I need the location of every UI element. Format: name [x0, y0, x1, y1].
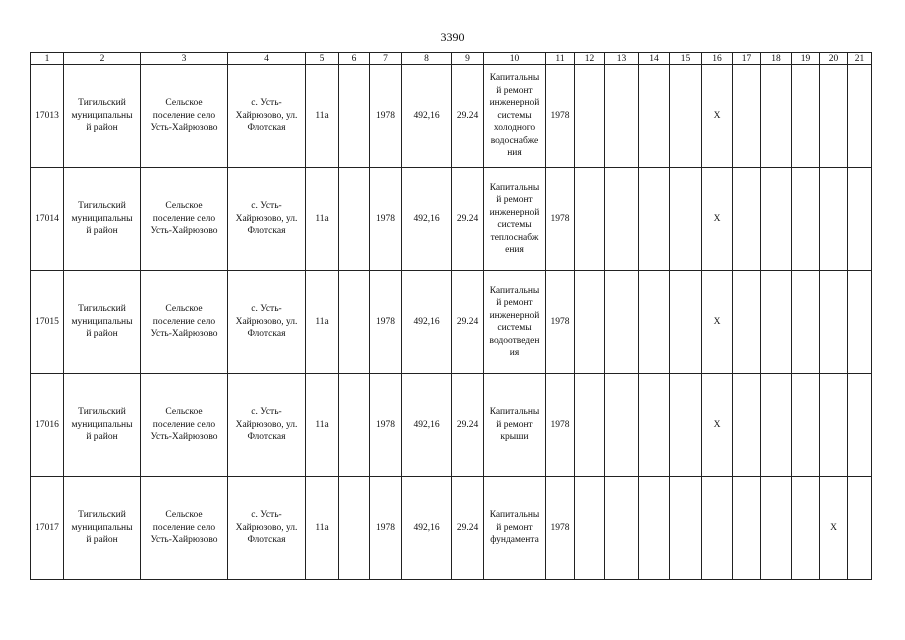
cell-work-type: Капитальны й ремонт крыши — [484, 374, 546, 477]
cell-col-12 — [575, 374, 605, 477]
column-number: 12 — [575, 53, 605, 65]
table-row — [31, 65, 872, 168]
cell-settlement: Сельское поселение село Усть-Хайрюзово — [141, 374, 228, 477]
column-number: 8 — [402, 53, 452, 65]
cell-col-13 — [605, 271, 639, 374]
column-number: 3 — [141, 53, 228, 65]
cell-address: с. Усть- Хайрюзово, ул. Флотская — [228, 168, 306, 271]
cell-col-12 — [575, 477, 605, 580]
cell-house-number: 11а — [306, 271, 339, 374]
cell-col-15 — [670, 65, 702, 168]
table-row — [31, 477, 872, 580]
cell-build-year: 1978 — [370, 168, 402, 271]
cell-col-21 — [848, 374, 872, 477]
cell-build-year: 1978 — [370, 271, 402, 374]
cell-mark-16: X — [702, 374, 733, 477]
column-number: 5 — [306, 53, 339, 65]
column-number: 17 — [733, 53, 761, 65]
cell-col-19 — [792, 168, 820, 271]
column-number: 14 — [639, 53, 670, 65]
cell-col-6 — [339, 477, 370, 580]
column-number: 10 — [484, 53, 546, 65]
cell-record-number: 17014 — [31, 168, 64, 271]
cell-col-19 — [792, 271, 820, 374]
cell-col-12 — [575, 65, 605, 168]
column-number: 19 — [792, 53, 820, 65]
column-number: 13 — [605, 53, 639, 65]
cell-mark-20 — [820, 168, 848, 271]
cell-work-type: Капитальны й ремонт инженерной системы теплоснабж ения — [484, 168, 546, 271]
cell-col-18 — [761, 271, 792, 374]
page-number: 3390 — [440, 30, 465, 44]
cell-build-year: 1978 — [370, 477, 402, 580]
cell-col-6 — [339, 374, 370, 477]
cell-mark-16: X — [702, 271, 733, 374]
column-number: 1 — [31, 53, 64, 65]
cell-col-9: 29.24 — [452, 477, 484, 580]
column-number: 15 — [670, 53, 702, 65]
cell-col-17 — [733, 271, 761, 374]
cell-col-12 — [575, 271, 605, 374]
register-table — [30, 52, 872, 580]
cell-col-18 — [761, 65, 792, 168]
cell-mark-20: X — [820, 477, 848, 580]
cell-municipal-district: Тигильский муниципальны й район — [64, 65, 141, 168]
cell-mark-20 — [820, 271, 848, 374]
table-row — [31, 374, 872, 477]
cell-municipal-district: Тигильский муниципальны й район — [64, 271, 141, 374]
cell-mark-16: X — [702, 168, 733, 271]
column-number: 18 — [761, 53, 792, 65]
cell-settlement: Сельское поселение село Усть-Хайрюзово — [141, 477, 228, 580]
cell-col-21 — [848, 168, 872, 271]
cell-settlement: Сельское поселение село Усть-Хайрюзово — [141, 168, 228, 271]
cell-col-13 — [605, 374, 639, 477]
cell-col-18 — [761, 168, 792, 271]
cell-col-21 — [848, 477, 872, 580]
column-number-row — [31, 53, 872, 65]
table-row — [31, 271, 872, 374]
cell-col-18 — [761, 477, 792, 580]
column-number: 11 — [546, 53, 575, 65]
cell-col-9: 29.24 — [452, 271, 484, 374]
column-number: 16 — [702, 53, 733, 65]
cell-col-14 — [639, 168, 670, 271]
cell-col-6 — [339, 271, 370, 374]
cell-col-6 — [339, 65, 370, 168]
cell-col-15 — [670, 271, 702, 374]
cell-mark-16 — [702, 477, 733, 580]
cell-col-12 — [575, 168, 605, 271]
cell-col-21 — [848, 271, 872, 374]
cell-house-number: 11а — [306, 374, 339, 477]
cell-work-year: 1978 — [546, 168, 575, 271]
column-number: 2 — [64, 53, 141, 65]
cell-settlement: Сельское поселение село Усть-Хайрюзово — [141, 271, 228, 374]
cell-col-6 — [339, 168, 370, 271]
cell-col-14 — [639, 271, 670, 374]
cell-col-9: 29.24 — [452, 374, 484, 477]
column-number: 21 — [848, 53, 872, 65]
cell-work-year: 1978 — [546, 271, 575, 374]
cell-col-17 — [733, 477, 761, 580]
column-number: 20 — [820, 53, 848, 65]
cell-address: с. Усть- Хайрюзово, ул. Флотская — [228, 477, 306, 580]
cell-settlement: Сельское поселение село Усть-Хайрюзово — [141, 65, 228, 168]
cell-mark-20 — [820, 65, 848, 168]
cell-col-19 — [792, 374, 820, 477]
cell-col-17 — [733, 65, 761, 168]
cell-municipal-district: Тигильский муниципальны й район — [64, 374, 141, 477]
cell-mark-20 — [820, 374, 848, 477]
cell-work-type: Капитальны й ремонт фундамента — [484, 477, 546, 580]
column-number: 6 — [339, 53, 370, 65]
cell-address: с. Усть- Хайрюзово, ул. Флотская — [228, 65, 306, 168]
column-number: 4 — [228, 53, 306, 65]
cell-house-number: 11а — [306, 65, 339, 168]
cell-address: с. Усть- Хайрюзово, ул. Флотская — [228, 374, 306, 477]
cell-col-13 — [605, 65, 639, 168]
cell-area: 492,16 — [402, 477, 452, 580]
cell-col-15 — [670, 374, 702, 477]
table-row — [31, 168, 872, 271]
cell-col-17 — [733, 168, 761, 271]
cell-house-number: 11а — [306, 168, 339, 271]
column-number: 9 — [452, 53, 484, 65]
cell-col-14 — [639, 374, 670, 477]
cell-col-19 — [792, 65, 820, 168]
cell-col-19 — [792, 477, 820, 580]
cell-col-9: 29.24 — [452, 168, 484, 271]
cell-col-15 — [670, 477, 702, 580]
cell-record-number: 17013 — [31, 65, 64, 168]
cell-col-17 — [733, 374, 761, 477]
cell-record-number: 17016 — [31, 374, 64, 477]
cell-work-year: 1978 — [546, 65, 575, 168]
cell-work-year: 1978 — [546, 477, 575, 580]
cell-col-21 — [848, 65, 872, 168]
cell-col-9: 29.24 — [452, 65, 484, 168]
cell-municipal-district: Тигильский муниципальны й район — [64, 168, 141, 271]
cell-municipal-district: Тигильский муниципальны й район — [64, 477, 141, 580]
cell-col-14 — [639, 65, 670, 168]
cell-col-18 — [761, 374, 792, 477]
cell-build-year: 1978 — [370, 374, 402, 477]
cell-work-year: 1978 — [546, 374, 575, 477]
cell-build-year: 1978 — [370, 65, 402, 168]
column-number: 7 — [370, 53, 402, 65]
cell-area: 492,16 — [402, 168, 452, 271]
cell-record-number: 17015 — [31, 271, 64, 374]
cell-address: с. Усть- Хайрюзово, ул. Флотская — [228, 271, 306, 374]
cell-record-number: 17017 — [31, 477, 64, 580]
cell-area: 492,16 — [402, 65, 452, 168]
cell-col-14 — [639, 477, 670, 580]
cell-house-number: 11а — [306, 477, 339, 580]
cell-col-13 — [605, 168, 639, 271]
cell-area: 492,16 — [402, 374, 452, 477]
cell-mark-16: X — [702, 65, 733, 168]
cell-col-13 — [605, 477, 639, 580]
cell-work-type: Капитальны й ремонт инженерной системы водоотведен ия — [484, 271, 546, 374]
cell-col-15 — [670, 168, 702, 271]
cell-work-type: Капитальны й ремонт инженерной системы холодного водоснабже ния — [484, 65, 546, 168]
cell-area: 492,16 — [402, 271, 452, 374]
